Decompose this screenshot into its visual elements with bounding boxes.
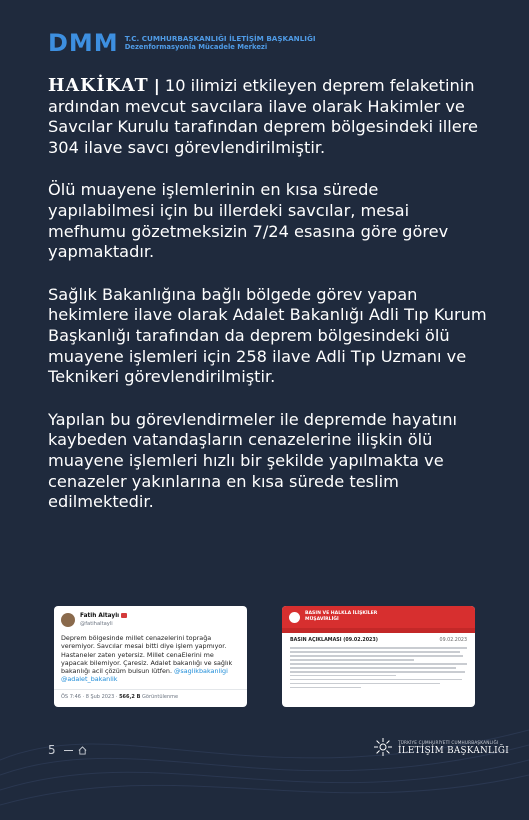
tweet-text [54,630,247,684]
org-line-1: T.C. CUMHURBAŞKANLIĞI İLETİŞİM BAŞKANLIĞI [124,34,316,43]
avatar [61,613,75,627]
tweet-time: ÖS 7:46 · 8 Şub 2023 · [61,693,120,700]
emblem-icon [289,612,300,623]
dmm-logo [48,29,316,57]
tweet-body: Deprem bölgesinde millet cenazelerini toprağa veremiyor. Savcılar mesai bitti diye işlem yapmıyor. Hastaneler zaten yetersiz. Millet cenaElerini me yapacak bilemiyor. Çaresiz. Adalet bakanlığı ve sağlık bakanlığı acil çözüm bulsun lütfen. [61,634,233,676]
text-line [290,671,465,673]
text-line [290,675,396,677]
divider [64,750,73,751]
page-number [48,743,87,757]
text-line [290,687,361,689]
iletisim-baskanligi-logo [373,737,509,757]
press-office-title [305,611,377,622]
text-line [290,683,440,685]
text-line [290,667,456,669]
press-body [282,633,475,696]
text-line [290,659,414,661]
tweet-header [54,606,247,630]
text-line [290,647,467,649]
home-icon[interactable] [78,746,87,755]
press-heading [290,638,467,643]
flag-icon [121,613,127,618]
author-name: Fatih Altaylı [80,613,120,619]
press-date: 09.02.2023 [439,638,467,643]
text-line [290,679,462,681]
hakikat-label: HAKİKAT [48,76,149,96]
text-line [290,651,460,653]
press-release-screenshot [282,606,475,707]
text-line [290,655,463,657]
footer-org-small: TÜRKİYE CUMHURİYETİ CUMHURBAŞKANLIĞI [398,740,499,745]
page-number-text: 5 [48,743,56,757]
footer-org-text [398,738,509,756]
emblem-icon [373,737,393,757]
tweet-author-name [80,612,127,620]
press-text-lines [290,647,467,688]
press-header-bar [282,606,475,628]
press-title-line-1: BASIN VE HALKLA İLİŞKİLER [305,611,378,617]
footer-org-name: İLETİŞİM BAŞKANLIĞI [398,746,510,756]
tweet-meta [54,689,247,704]
paragraph-4: Yapılan bu görevlendirmeler ile depremde hayatını kaybeden vatandaşların cenazelerine ilişkin ölü muayene işlemleri hızlı bir şekilde yapılmakta ve cenazeler yakınlarına en kısa sürede teslim edilmektedir. [48,409,458,512]
fact-check-body [48,76,488,513]
paragraph-2: Ölü muayene işlemlerinin en kısa sürede yapılabilmesi için bu illerdeki savcılar, mesai mefhumu gözetmeksizin 7/24 esasına göre görev yapmaktadır. [48,180,449,262]
tweet-views-label: Görüntülenme [140,693,179,700]
text-line [290,663,467,665]
paragraph-3: Sağlık Bakanlığına bağlı bölgede görev yapan hekimlere ilave olarak Adalet Bakanlığı Adli Tıp Kurum Başkanlığı tarafından da deprem bölgesindeki ölü muayene işlemleri için 258 ilave Adli Tıp Uzmanı ve Teknikeri görevlendirilmiştir. [48,284,487,387]
logo-mark: DMM [48,29,119,57]
org-line-2: Dezenformasyonla Mücadele Merkezi [124,43,268,51]
paragraph-1-text: 10 ilimizi etkileyen deprem felaketinin ardından mevcut savcılara ilave olarak Hakimler ve Savcılar Kurulu tarafından deprem bölgesindeki illere 304 ilave savcı görevlendirilmiştir. [48,76,478,157]
tweet-screenshot [54,606,247,707]
tweet-views: 566,2 B [119,693,141,700]
paragraph-1 [48,76,488,158]
tweet-mentions: @saglikbakanligi @adalet_bakanlik [61,667,228,684]
press-title-line-2: MÜŞAVİRLİĞİ [305,617,339,622]
tweet-author [80,612,127,628]
label-separator: | [153,76,160,95]
author-handle: @fatihaltayli [80,621,113,627]
press-heading-text: BASIN AÇIKLAMASI (09.02.2023) [290,638,378,643]
logo-org-text [125,34,316,52]
